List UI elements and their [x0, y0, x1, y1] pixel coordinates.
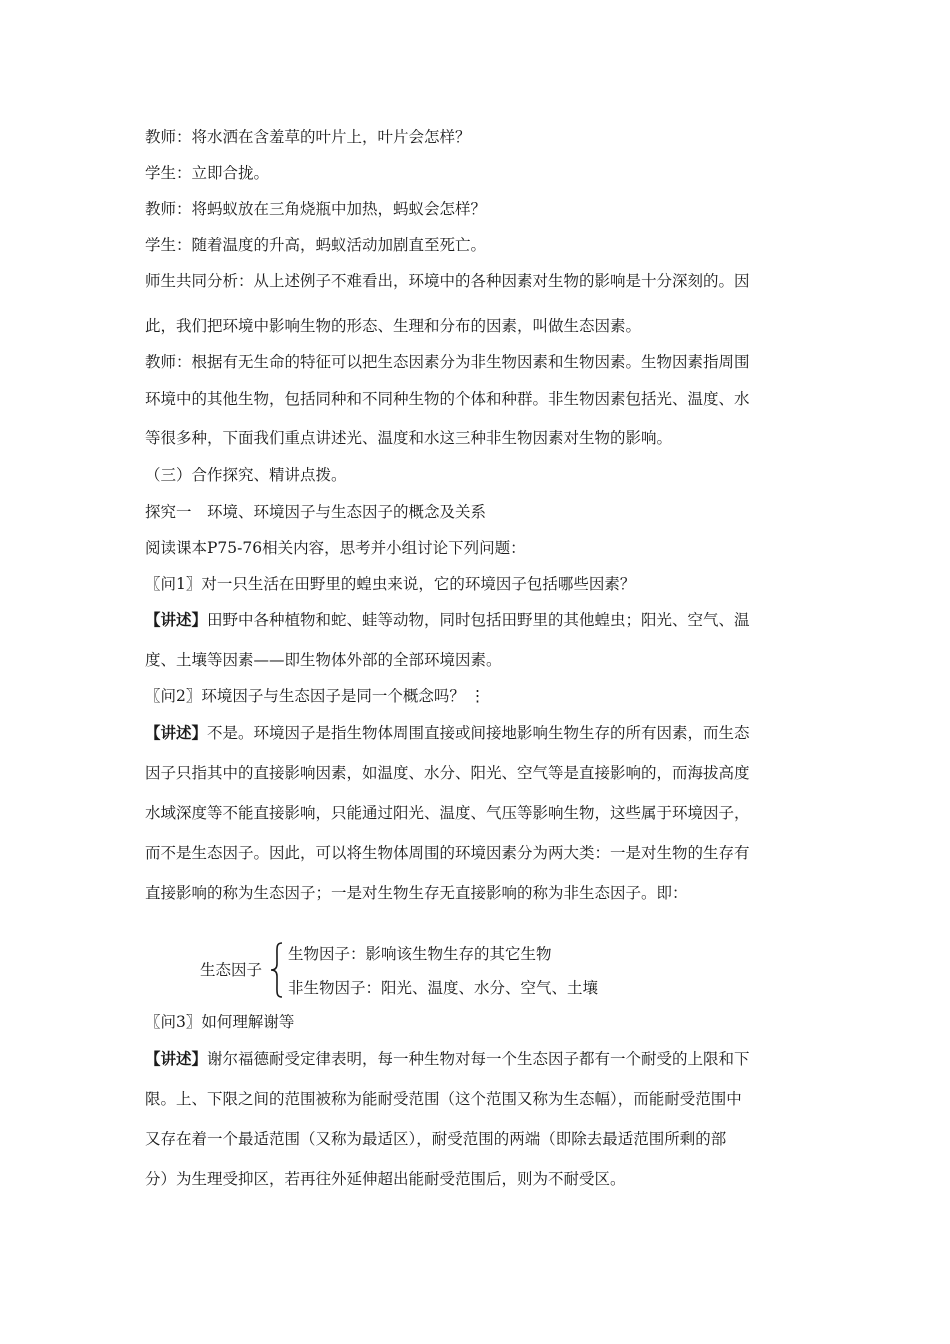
brace-icon — [270, 942, 284, 998]
paragraph-line: 度、土壤等因素——即生物体外部的全部环境因素。 — [145, 651, 502, 669]
paragraph-line: 又存在着一个最适范围（又称为最适区），耐受范围的两端（即除去最适范围所剩的部 — [145, 1130, 727, 1148]
answer-label: 【讲述】 — [145, 1049, 208, 1068]
classification-diagram — [200, 940, 720, 1002]
classification-label: 生态因子 — [200, 961, 263, 979]
question-line: 〖问1〗对一只生活在田野里的蝗虫来说，它的环境因子包括哪些因素？ — [145, 575, 636, 593]
question-line: 〖问2〗环境因子与生态因子是同一个概念吗？ ⋮ — [145, 687, 486, 705]
paragraph-line: 学生：立即合拢。 — [145, 164, 270, 182]
paragraph-line: 因子只指其中的直接影响因素，如温度、水分、阳光、空气等是直接影响的，而海拔高度 — [145, 764, 750, 782]
paragraph-line: 环境中的其他生物，包括同种和不同种生物的个体和种群。非生物因素包括光、温度、水 — [145, 390, 750, 408]
question-line: 〖问3〗如何理解谢等 — [145, 1013, 295, 1031]
answer-label: 【讲述】 — [145, 610, 208, 629]
paragraph-line: 分）为生理受抑区，若再往外延伸超出能耐受范围后，则为不耐受区。 — [145, 1170, 626, 1188]
paragraph-line: 师生共同分析：从上述例子不难看出，环境中的各种因素对生物的影响是十分深刻的。因 — [145, 272, 750, 290]
paragraph-line: 等很多种，下面我们重点讲述光、温度和水这三种非生物因素对生物的影响。 — [145, 429, 673, 447]
answer-line: 【讲述】不是。环境因子是指生物体周围直接或间接地影响生物生存的所有因素，而生态 — [145, 723, 750, 742]
paragraph-line: 阅读课本P75-76相关内容，思考并小组讨论下列问题： — [145, 539, 526, 557]
paragraph-line: 教师：将蚂蚁放在三角烧瓶中加热，蚂蚁会怎样？ — [145, 200, 487, 218]
paragraph-line: 此，我们把环境中影响生物的形态、生理和分布的因素，叫做生态因素。 — [145, 317, 642, 335]
paragraph-line: 而不是生态因子。因此，可以将生物体周围的环境因素分为两大类：一是对生物的生存有 — [145, 844, 750, 862]
section-heading: 探究一 环境、环境因子与生态因子的概念及关系 — [145, 503, 487, 521]
answer-line: 【讲述】谢尔福德耐受定律表明，每一种生物对每一个生态因子都有一个耐受的上限和下 — [145, 1049, 750, 1068]
answer-line: 【讲述】田野中各种植物和蛇、蛙等动物，同时包括田野里的其他蝗虫；阳光、空气、温 — [145, 610, 750, 629]
classification-item-abiotic: 非生物因子：阳光、温度、水分、空气、土壤 — [288, 979, 599, 997]
paragraph-line: 教师：根据有无生命的特征可以把生态因素分为非生物因素和生物因素。生物因素指周围 — [145, 353, 750, 371]
paragraph-line: 教师：将水洒在含羞草的叶片上，叶片会怎样？ — [145, 128, 471, 146]
answer-label: 【讲述】 — [145, 723, 208, 742]
section-heading: （三）合作探究、精讲点拨。 — [145, 466, 347, 484]
paragraph-line: 水域深度等不能直接影响，只能通过阳光、温度、气压等影响生物，这些属于环境因子， — [145, 804, 750, 822]
classification-item-biotic: 生物因子：影响该生物生存的其它生物 — [288, 945, 552, 963]
paragraph-line: 学生：随着温度的升高，蚂蚁活动加剧直至死亡。 — [145, 236, 487, 254]
paragraph-line: 直接影响的称为生态因子；一是对生物生存无直接影响的称为非生态因子。即： — [145, 884, 688, 902]
paragraph-line: 限。上、下限之间的范围被称为能耐受范围（这个范围又称为生态幅），而能耐受范围中 — [145, 1090, 742, 1108]
